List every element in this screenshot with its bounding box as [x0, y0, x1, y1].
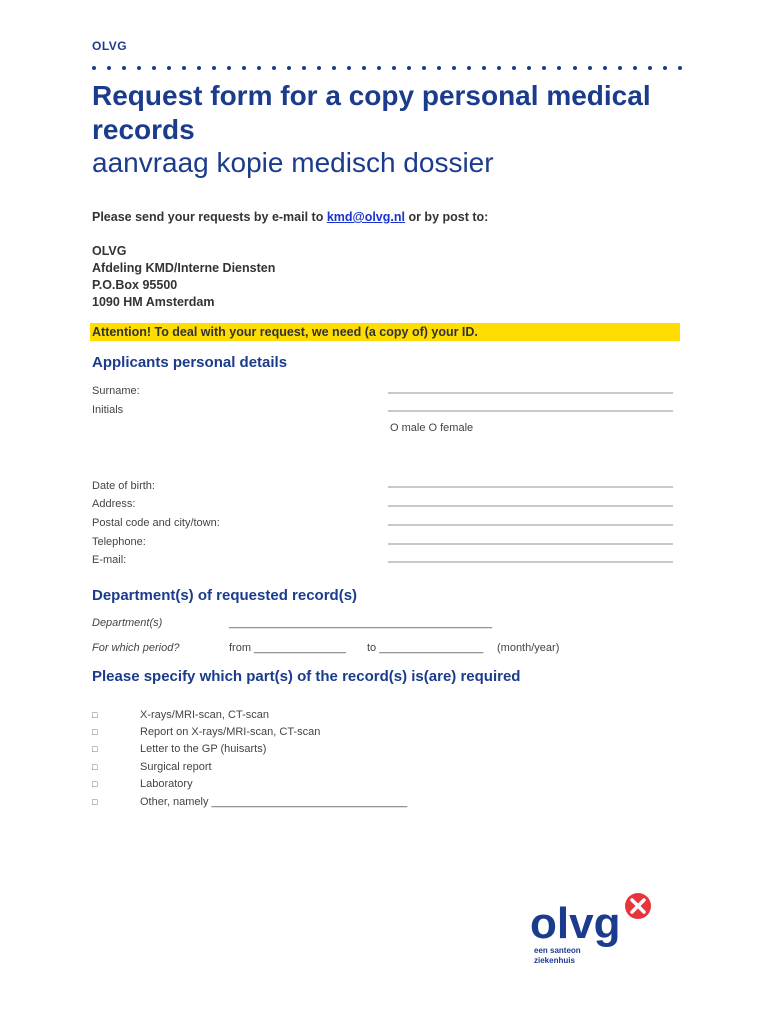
telephone-label: Telephone: — [92, 536, 146, 548]
id-attention-banner: Attention! To deal with your request, we need (a copy of) your ID. — [90, 323, 680, 341]
address-line-3: P.O.Box 95500 — [92, 278, 178, 292]
list-item-label: Other, namely ________________________________ — [140, 795, 408, 808]
dotted-divider — [92, 63, 682, 73]
page-title: Request form for a copy personal medical records — [92, 80, 651, 145]
page-subtitle-dutch: aanvraag kopie medisch dossier — [92, 147, 494, 178]
logo-tagline-1: een santeon — [534, 946, 581, 955]
record-parts-checklist — [92, 706, 407, 810]
surname-field[interactable] — [388, 392, 673, 394]
dob-label: Date of birth: — [92, 480, 155, 492]
list-item[interactable] — [92, 723, 407, 740]
departments-section-heading: Department(s) of requested record(s) — [92, 587, 358, 604]
postal-address — [92, 243, 275, 311]
checkbox-icon[interactable]: □ — [92, 779, 98, 790]
address-label: Address: — [92, 498, 136, 510]
department-label: Department(s) — [92, 617, 163, 629]
checkbox-icon[interactable]: □ — [92, 796, 98, 807]
email-label: E-mail: — [92, 554, 127, 566]
applicant-section-heading: Applicants personal details — [92, 354, 288, 371]
checkbox-icon[interactable]: □ — [92, 761, 98, 772]
email-field[interactable] — [388, 561, 673, 563]
checkbox-icon[interactable]: □ — [92, 727, 98, 738]
intro-text-after: or by post to: — [404, 210, 489, 224]
list-item-label: X-rays/MRI-scan, CT-scan — [140, 708, 269, 721]
dob-field[interactable] — [388, 486, 673, 488]
initials-label: Initials — [92, 404, 124, 416]
list-item[interactable] — [92, 706, 407, 723]
checkbox-icon[interactable]: □ — [92, 744, 98, 755]
list-item[interactable] — [92, 776, 407, 793]
period-to-field[interactable]: to _________________ — [367, 642, 484, 654]
postal-label: Postal code and city/town: — [92, 517, 220, 529]
period-label: For which period? — [92, 642, 180, 654]
address-line-2: Afdeling KMD/Interne Diensten — [92, 261, 276, 275]
telephone-field[interactable] — [388, 543, 673, 545]
list-item-label: Laboratory — [140, 778, 193, 791]
list-item[interactable] — [92, 793, 407, 810]
initials-field[interactable] — [388, 410, 673, 412]
gender-options[interactable]: O male O female — [390, 422, 474, 434]
list-item-label: Letter to the GP (huisarts) — [140, 743, 267, 756]
surname-label: Surname: — [92, 385, 140, 397]
email-link[interactable]: kmd@olvg.nl — [326, 210, 405, 224]
list-item-label: Report on X-rays/MRI-scan, CT-scan — [140, 726, 321, 739]
period-unit-label: (month/year) — [497, 642, 560, 654]
department-field[interactable]: ___________________________________________ — [229, 617, 493, 629]
logo-tagline-2: ziekenhuis — [534, 956, 575, 965]
parts-section-heading: Please specify which part(s) of the record(s) is(are) required — [92, 668, 521, 685]
period-from-field[interactable]: from _______________ — [229, 642, 346, 654]
list-item[interactable] — [92, 741, 407, 758]
list-item-label: Surgical report — [140, 760, 212, 773]
brand-label: OLVG — [92, 39, 128, 53]
address-line-1: OLVG — [92, 244, 127, 258]
address-line-4: 1090 HM Amsterdam — [92, 295, 215, 309]
checkbox-icon[interactable]: □ — [92, 709, 98, 720]
list-item[interactable] — [92, 758, 407, 775]
submission-instructions — [92, 210, 488, 224]
intro-text-before: Please send your requests by e-mail to — [92, 210, 327, 224]
logo-wordmark: olvg — [530, 899, 621, 948]
address-field[interactable] — [388, 505, 673, 507]
postal-field[interactable] — [388, 524, 673, 526]
